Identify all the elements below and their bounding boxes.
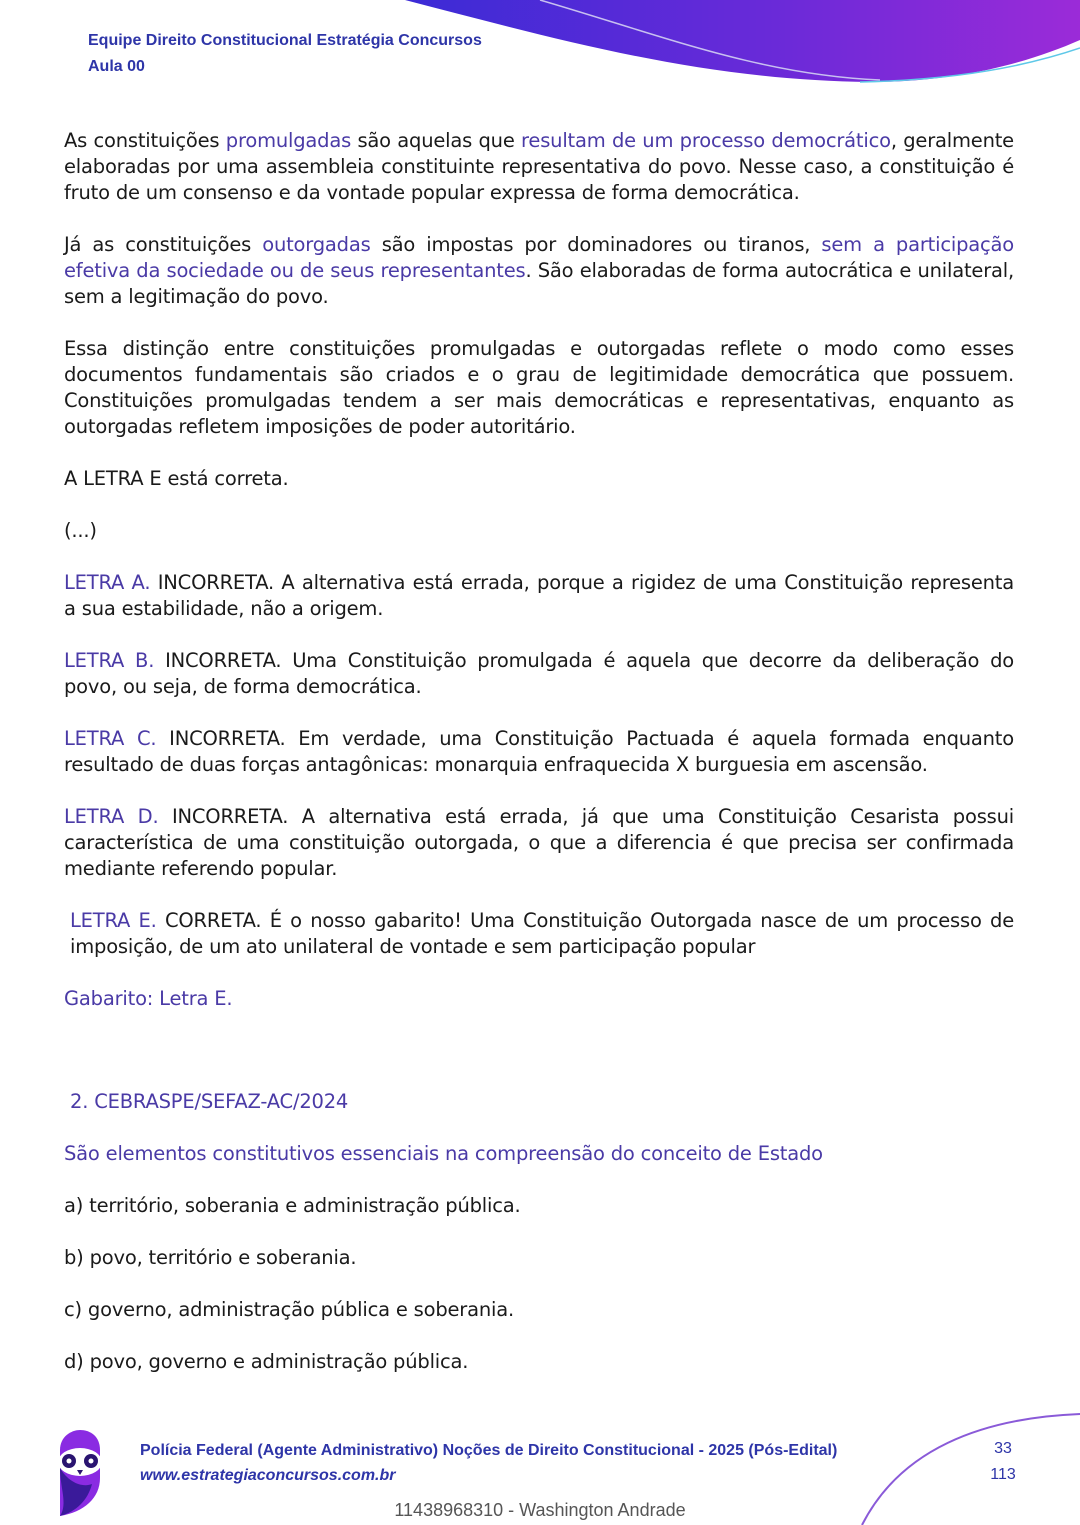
- paragraph-promulgadas: [64, 128, 1014, 206]
- current-page: 33: [994, 1440, 1012, 1457]
- page-header: [88, 28, 482, 80]
- text: . São elaboradas de forma autocrática e unilateral, sem a legitimação do povo.: [64, 259, 1015, 308]
- text: são impostas por dominadores ou tiranos,: [370, 233, 822, 256]
- highlight-outorgadas: outorgadas: [262, 233, 371, 256]
- paragraph-ellipsis: (...): [64, 519, 97, 542]
- answer-letra-a: [64, 570, 1014, 622]
- document-body: [64, 128, 1014, 1375]
- lesson-label: Aula 00: [88, 58, 145, 75]
- course-title: Polícia Federal (Agente Administrativo) Noções de Direito Constitucional - 2025 (Pós-Edital): [140, 1442, 838, 1459]
- watermark: 11438968310 - Washington Andrade: [394, 1500, 686, 1520]
- answer-letra-c: [64, 726, 1014, 778]
- highlight-sem-participacao: sem a participação efetiva da sociedade ou de seus representantes: [64, 233, 1015, 282]
- paragraph-letra-e-correta: A LETRA E está correta.: [64, 467, 289, 490]
- answer-text: INCORRETA. A alternativa está errada, porque a rigidez de uma Constituição representa a sua estabilidade, não a origem.: [64, 571, 1014, 620]
- answer-text: CORRETA. É o nosso gabarito! Uma Constituição Outorgada nasce de um processo de imposição, de um ato unilateral de vontade e sem participação popular: [70, 909, 1015, 958]
- paragraph-distincao: Essa distinção entre constituições promulgadas e outorgadas reflete o modo como esses documentos fundamentais são criados e o grau de legitimidade democrática que possuem. Constituições promulgadas tendem a ser mais democráticas e representativas, enquanto as outorgadas refletem imposições de poder autoritário.: [64, 337, 1014, 438]
- text: , geralmente elaboradas por uma assembleia constituinte representativa do povo. Nesse caso, a constituição é fruto de um consenso e da vontade popular expressa de forma democrática.: [64, 129, 1014, 204]
- option-b: b) povo, território e soberania.: [64, 1246, 357, 1269]
- option-a: a) território, soberania e administração pública.: [64, 1194, 521, 1217]
- answer-label: LETRA B.: [64, 649, 155, 672]
- answer-label: LETRA E.: [70, 909, 157, 932]
- page-number: [975, 1436, 1031, 1488]
- answer-text: INCORRETA. Em verdade, uma Constituição Pactuada é aquela formada enquanto resultado de duas forças antagônicas: monarquia enfraquecida X burguesia em ascensão.: [64, 727, 1014, 776]
- text: As constituições: [64, 129, 226, 152]
- site-link[interactable]: www.estrategiaconcursos.com.br: [140, 1467, 396, 1484]
- answer-letra-e: [64, 908, 1014, 960]
- team-name: Equipe Direito Constitucional Estratégia Concursos: [88, 32, 482, 49]
- answer-label: LETRA C.: [64, 727, 157, 750]
- answer-letra-d: [64, 804, 1014, 882]
- option-c: c) governo, administração pública e soberania.: [64, 1298, 514, 1321]
- answer-label: LETRA A.: [64, 571, 151, 594]
- page-footer: [140, 1438, 837, 1488]
- answer-letra-b: [64, 648, 1014, 700]
- text: são aquelas que: [351, 129, 522, 152]
- text: Já as constituições: [64, 233, 263, 256]
- answer-label: LETRA D.: [64, 805, 159, 828]
- question-statement: São elementos constitutivos essenciais na compreensão do conceito de Estado: [64, 1142, 823, 1165]
- question-title: 2. CEBRASPE/SEFAZ-AC/2024: [70, 1090, 349, 1113]
- gabarito: Gabarito: Letra E.: [64, 987, 233, 1010]
- paragraph-outorgadas: [64, 232, 1014, 310]
- highlight-processo-democratico: resultam de um processo democrático: [521, 129, 891, 152]
- total-pages: 113: [990, 1466, 1016, 1483]
- option-d: d) povo, governo e administração pública.: [64, 1350, 469, 1373]
- highlight-promulgadas: promulgadas: [225, 129, 352, 152]
- answer-text: INCORRETA. Uma Constituição promulgada é aquela que decorre da deliberação do povo, ou seja, de forma democrática.: [64, 649, 1014, 698]
- answer-text: INCORRETA. A alternativa está errada, já que uma Constituição Cesarista possui característica de uma constituição outorgada, o que a diferencia é que precisa ser confirmada mediante referendo popular.: [64, 805, 1014, 880]
